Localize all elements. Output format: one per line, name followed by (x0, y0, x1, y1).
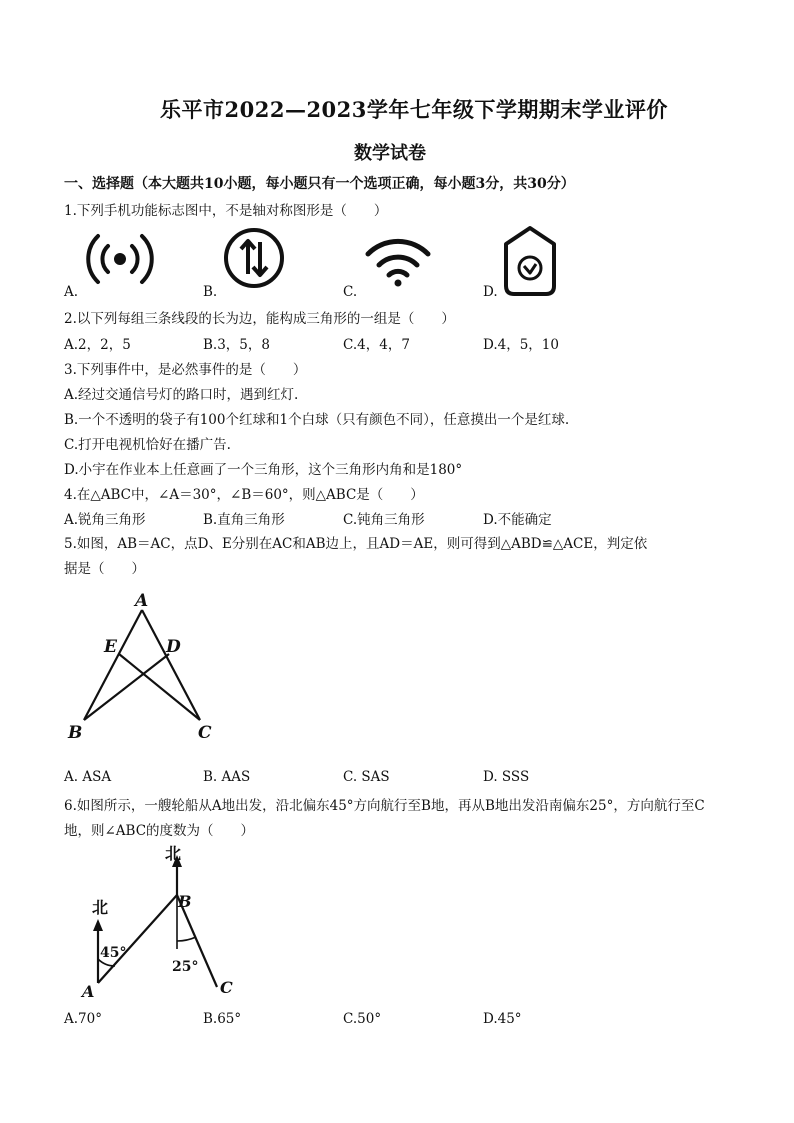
q5-option-c: C. SAS (343, 769, 390, 785)
q1-option-d-label: D. (483, 284, 498, 300)
q5-label-c: C (198, 723, 212, 743)
q2-option-a: A.2，2，5 (64, 337, 131, 353)
q2-option-d: D.4，5，10 (483, 337, 559, 353)
q4-option-b: B.直角三角形 (203, 512, 285, 528)
question-2-stem: 2.以下列每组三条线段的长为边，能构成三角形的一组是（ ） (64, 311, 455, 327)
q1-option-b-label: B. (203, 284, 218, 300)
q6-angle-45-label: 45° (100, 945, 127, 961)
q5-option-b: B. AAS (203, 769, 251, 785)
q6-north-label-a: 北 (92, 898, 109, 917)
question-6-stem-line-2: 地，则∠ABC的度数为（ ） (64, 823, 255, 839)
q6-label-b: B (178, 892, 192, 911)
q6-bearing-figure (72, 845, 252, 1000)
q5-label-b: B (68, 723, 83, 743)
q5-triangle-figure (62, 588, 232, 748)
q6-option-c: C.50° (343, 1011, 382, 1027)
question-3-stem: 3.下列事件中，是必然事件的是（ ） (64, 362, 307, 378)
q6-label-c: C (220, 978, 233, 997)
q6-option-a: A.70° (64, 1011, 102, 1027)
wifi-icon (362, 234, 434, 288)
q4-option-a: A.锐角三角形 (64, 512, 146, 528)
question-5-stem-line-2: 据是（ ） (64, 561, 145, 577)
question-6-stem-line-1: 6.如图所示，一艘轮船从A地出发，沿北偏东45°方向航行至B地，再从B地出发沿南偏东25°，方向航行至C (64, 798, 705, 814)
q3-option-c: C.打开电视机恰好在播广告. (64, 437, 231, 453)
q3-option-d: D.小宇在作业本上任意画了一个三角形，这个三角形内角和是180° (64, 462, 463, 478)
q6-north-label-b: 北 (165, 845, 182, 863)
q6-option-b: B.65° (203, 1011, 242, 1027)
q1-option-a-label: A. (64, 284, 79, 300)
page-title: 乐平市2022—2023学年七年级下学期期末学业评价 (160, 97, 668, 122)
q2-option-b: B.3，5，8 (203, 337, 270, 353)
q5-label-a: A (135, 591, 149, 611)
signal-broadcast-icon (84, 226, 156, 292)
page-subtitle: 数学试卷 (354, 143, 426, 164)
question-4-stem: 4.在△ABC中，∠A＝30°，∠B＝60°，则△ABC是（ ） (64, 487, 424, 503)
data-transfer-arrows-icon (222, 226, 286, 290)
q3-option-a: A.经过交通信号灯的路口时，遇到红灯. (64, 387, 299, 403)
q4-option-d: D.不能确定 (483, 512, 552, 528)
q1-option-c-label: C. (343, 284, 358, 300)
q3-option-b: B.一个不透明的袋子有100个红球和1个白球（只有颜色不同），任意摸出一个是红球. (64, 412, 570, 428)
q6-angle-25-label: 25° (172, 959, 199, 975)
q6-label-a: A (82, 982, 95, 1000)
q2-option-c: C.4，4，7 (343, 337, 410, 353)
q4-option-c: C.钝角三角形 (343, 512, 425, 528)
section-heading: 一、选择题（本大题共10小题，每小题只有一个选项正确，每小题3分，共30分） (64, 176, 575, 192)
question-1-stem: 1.下列手机功能标志图中，不是轴对称图形是（ ） (64, 203, 388, 219)
q5-option-d: D. SSS (483, 769, 530, 785)
shield-check-icon (500, 224, 560, 300)
q5-option-a: A. ASA (64, 769, 112, 785)
q6-option-d: D.45° (483, 1011, 522, 1027)
q5-label-d: D (166, 637, 181, 657)
question-5-stem-line-1: 5.如图，AB＝AC，点D、E分别在AC和AB边上，且AD＝AE，则可得到△ABD≌△ACE，判定依 (64, 536, 648, 552)
q5-label-e: E (104, 637, 117, 657)
